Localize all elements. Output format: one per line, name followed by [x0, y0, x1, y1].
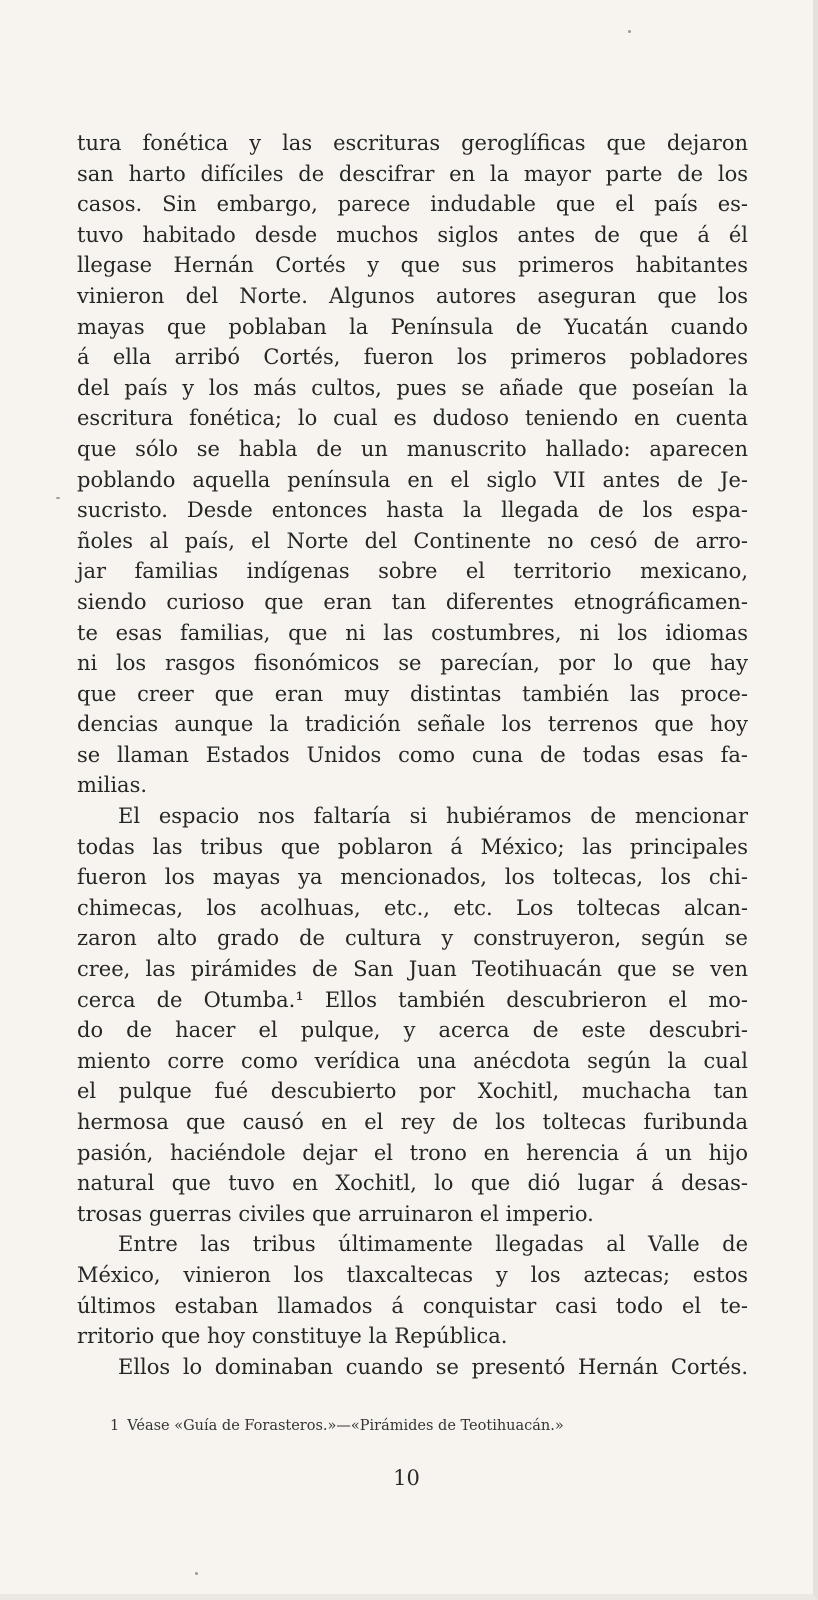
- text-line: miento corre como verídica una anécdota según la cual: [77, 1048, 748, 1073]
- text-line: jar familias indígenas sobre el territorio mexicano,: [77, 559, 748, 584]
- text-line: cree, las pirámides de San Juan Teotihuacán que se ven: [77, 957, 748, 982]
- text-line: dencias aunque la tradición señale los terrenos que hoy: [77, 712, 748, 737]
- text-line: fueron los mayas ya mencionados, los toltecas, los chi-: [77, 865, 748, 890]
- text-line: rritorio que hoy constituye la República.: [77, 1324, 508, 1349]
- footnote-text: Véase «Guía de Forasteros.»—«Pirámides de Teotihuacán.»: [127, 1418, 564, 1434]
- text-line: trosas guerras civiles que arruinaron el imperio.: [77, 1201, 594, 1226]
- paper-speck: [195, 1572, 198, 1575]
- text-line: el pulque fué descubierto por Xochitl, muchacha tan: [77, 1079, 748, 1104]
- text-line: milias.: [77, 773, 148, 798]
- text-line: Entre las tribus últimamente llegadas al Valle de: [118, 1232, 748, 1257]
- footnote: [110, 1418, 564, 1434]
- text-line: sucristo. Desde entonces hasta la llegada de los espa-: [77, 498, 748, 523]
- text-line: tura fonética y las escrituras geroglíficas que dejaron: [77, 131, 748, 155]
- text-line: cerca de Otumba.¹ Ellos también descubrieron el mo-: [77, 987, 748, 1012]
- text-line: que sólo se habla de un manuscrito hallado: aparecen: [77, 436, 748, 461]
- text-line: san harto difíciles de descifrar en la mayor parte de los: [77, 161, 748, 186]
- paragraph-3: [77, 1229, 748, 1351]
- paragraph-1: [77, 128, 748, 801]
- text-line: se llaman Estados Unidos como cuna de todas esas fa-: [77, 742, 748, 767]
- text-line: á ella arribó Cortés, fueron los primeros pobladores: [77, 345, 748, 370]
- text-line: vinieron del Norte. Algunos autores aseguran que los: [77, 283, 748, 308]
- text-line: casos. Sin embargo, parece indudable que el país es-: [77, 192, 748, 217]
- footnote-number: 1: [110, 1418, 120, 1434]
- page-number: 10: [393, 1466, 420, 1490]
- text-line: Ellos lo dominaban cuando se presentó Hernán Cortés.: [118, 1354, 748, 1379]
- text-line: do de hacer el pulque, y acerca de este descubri-: [77, 1018, 748, 1043]
- text-line: zaron alto grado de cultura y construyeron, según se: [77, 926, 748, 951]
- text-line: natural que tuvo en Xochitl, lo que dió lugar á desas-: [77, 1171, 748, 1196]
- paragraph-4: [77, 1352, 748, 1383]
- text-line: El espacio nos faltaría si hubiéramos de mencionar: [118, 804, 748, 829]
- text-line: todas las tribus que poblaron á México; las principales: [77, 834, 748, 859]
- text-line: llegase Hernán Cortés y que sus primeros habitantes: [77, 253, 748, 278]
- text-line: te esas familias, que ni las costumbres, ni los idiomas: [77, 620, 748, 645]
- text-line: del país y los más cultos, pues se añade que poseían la: [77, 375, 748, 400]
- text-line: ñoles al país, el Norte del Continente no cesó de arro-: [77, 528, 748, 553]
- text-line: chimecas, los acolhuas, etc., etc. Los toltecas alcan-: [77, 895, 748, 920]
- body-text: [77, 128, 748, 1382]
- text-line: pasión, haciéndole dejar el trono en herencia á un hijo: [77, 1140, 748, 1165]
- text-line: poblando aquella península en el siglo VII antes de Je-: [77, 467, 748, 492]
- text-line: ni los rasgos fisonómicos se parecían, por lo que hay: [77, 651, 748, 676]
- text-line: escritura fonética; lo cual es dudoso teniendo en cuenta: [77, 406, 748, 431]
- text-line: México, vinieron los tlaxcaltecas y los aztecas; estos: [77, 1262, 748, 1287]
- text-line: que creer que eran muy distintas también las proce-: [77, 681, 748, 706]
- text-line: mayas que poblaban la Península de Yucatán cuando: [77, 314, 748, 339]
- text-line: hermosa que causó en el rey de los toltecas furibunda: [77, 1110, 748, 1134]
- paper-speck: [628, 30, 631, 33]
- text-line: siendo curioso que eran tan diferentes etnográficamen-: [77, 589, 748, 614]
- paper-speck: [56, 497, 60, 499]
- text-line: últimos estaban llamados á conquistar casi todo el te-: [77, 1293, 748, 1318]
- text-line: tuvo habitado desde muchos siglos antes de que á él: [77, 222, 748, 247]
- paragraph-2: [77, 801, 748, 1229]
